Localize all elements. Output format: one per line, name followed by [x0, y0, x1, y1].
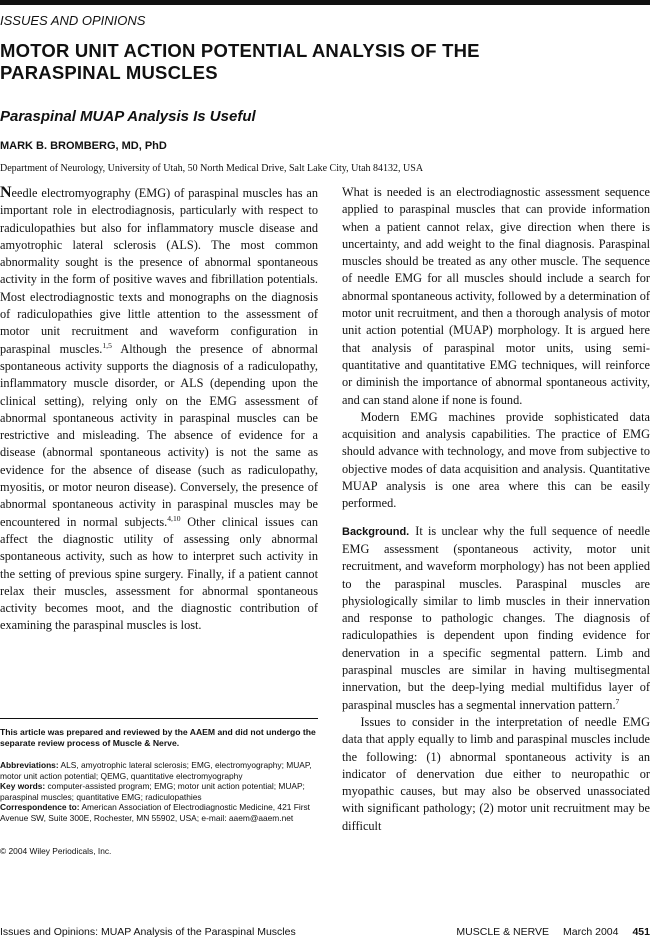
correspondence-text: American Association of Electrodiagnostic Medicine, 421 First Avenue SW, Suite 300E, Rochester, MN 55902, USA; e-mail: aaem@aaem.net: [0, 802, 311, 823]
keywords-label: Key words:: [0, 781, 46, 791]
author-name: MARK B. BROMBERG, MD, PhD: [0, 140, 167, 152]
body-column-right: [342, 184, 650, 896]
abbreviations-text: ALS, amyotrophic lateral sclerosis; EMG, electromyography; MUAP, motor unit action potential; QEMG, quantitative electromyography: [0, 760, 312, 781]
footnote-block: [0, 760, 318, 823]
reference-marker: 4,10: [167, 513, 181, 523]
reference-marker: 7: [615, 696, 620, 706]
paragraph-text: Other clinical issues can affect the diagnostic utility of assessing only abnormal spontaneous activity, such as how to interpret such activity in the setting of previous spine surgery. Finally, if a patient cannot relax their muscles, assessment for abnormal spontaneous activity becomes moot, and the diagnostic contribution of examining the paraspinal muscles is lost.: [0, 514, 318, 633]
article-title: MOTOR UNIT ACTION POTENTIAL ANALYSIS OF THE PARASPINAL MUSCLES: [0, 40, 480, 83]
paragraph-intro: [0, 184, 318, 635]
copyright-notice: © 2004 Wiley Periodicals, Inc.: [0, 846, 112, 856]
keywords-text: computer-assisted program; EMG; motor unit action potential; MUAP; paraspinal muscles; quantitative EMG; radiculopathies: [0, 781, 305, 802]
paragraph-needs: What is needed is an electrodiagnostic assessment sequence applied to paraspinal muscles that can provide information when a patient cannot relax, give direction when there is uncertainty, and add weight to the final diagnosis. Paraspinal muscles should be treated as any other muscle. The sequence of needle EMG for all muscles should include a search for abnormal spontaneous activity, followed by a determination of motor unit recruitment, and then a thorough analysis of motor unit action potential (MUAP) morphology. It is argued here that analysis of paraspinal motor units, using semi-quantitative and quantitative EMG techniques, will reinforce or diminish the importance of abnormal spontaneous activity, and can stand alone if none is found.: [342, 185, 650, 407]
author-affiliation: Department of Neurology, University of Utah, 50 North Medical Drive, Salt Lake City, Utah 84132, USA: [0, 163, 424, 174]
paragraph-text: It is unclear why the full sequence of needle EMG assessment (spontaneous activity, motor unit recruitment, and waveform morphology) has not been applied to the paraspinal muscles. Paraspinal muscles are physiologically similar to limb muscles in their innervation and response to pathologic changes. The diagnosis of radiculopathies is dependent upon finding evidence for denervation in a specific segmental pattern. Limb and paraspinal muscles are similar in having multisegmental innervation, but the deep-lying medial multifidus layer of paraspinal muscles has a segmental innervation pattern.: [342, 523, 650, 712]
paragraph-issues: Issues to consider in the interpretation of needle EMG data that apply equally to limb and paraspinal muscles include the following: (1) abnormal spontaneous activity is an indicator of denervation due either to neuropathic or myopathic causes, but may also be observed unassociated with significant pathology; (2) motor unit recruitment may be difficult: [342, 714, 650, 833]
body-column-left: [0, 184, 318, 704]
section-label: ISSUES AND OPINIONS: [0, 13, 146, 28]
journal-info: [442, 926, 650, 938]
review-note: This article was prepared and reviewed by the AAEM and did not undergo the separate review process of Muscle & Nerve.: [0, 727, 316, 748]
running-title: Issues and Opinions: MUAP Analysis of the Paraspinal Muscles: [0, 926, 296, 938]
abbreviations-label: Abbreviations:: [0, 760, 59, 770]
footnote-divider: [0, 718, 318, 719]
reference-marker: 1,5: [102, 340, 112, 350]
correspondence-label: Correspondence to:: [0, 802, 80, 812]
paragraph-background: [342, 523, 650, 714]
issue-date: March 2004: [563, 926, 619, 938]
article-subtitle: Paraspinal MUAP Analysis Is Useful: [0, 108, 256, 125]
paragraph-technology: Modern EMG machines provide sophisticated data acquisition and analysis capabilities. The practice of EMG should advance with technology, and move from subjective to objective modes of data acquisition and analysis. Quantitative MUAP analysis is one area where this can be easily performed.: [342, 409, 650, 511]
page-number: 451: [632, 926, 650, 938]
paragraph-text: Needle electromyography (EMG) of paraspinal muscles has an important role in electrodiagnosis, particularly with respect to radiculopathies but also for inflammatory muscle disease and amyotrophic lateral sclerosis (ALS). The most common abnormality sought is the presence of abnormal spontaneous activity in the form of positive waves and fibrillation potentials. Most electrodiagnostic texts and monographs on the diagnosis of radiculopathies give little attention to the assessment of motor unit recruitment and waveform configuration in paraspinal muscles.: [0, 184, 318, 356]
journal-name: MUSCLE & NERVE: [456, 926, 550, 938]
top-rule: [0, 0, 650, 5]
paragraph-text: Although the presence of abnormal spontaneous activity supports the diagnosis of a radiculopathy, inflammatory muscle disorder, or ALS (depending upon the clinical setting), relying only on the EMG assessment of abnormal spontaneous activity in paraspinal muscles can be restrictive and misleading. The absence of evidence for a disease (abnormal spontaneous activity) is not the same as evidence for the absence of disease (such as radiculopathy, myositis, or motor neuron disease). Conversely, the presence of abnormal spontaneous activity in paraspinal muscles may be encountered in normal subjects.: [0, 341, 318, 529]
background-heading: Background.: [342, 525, 410, 538]
